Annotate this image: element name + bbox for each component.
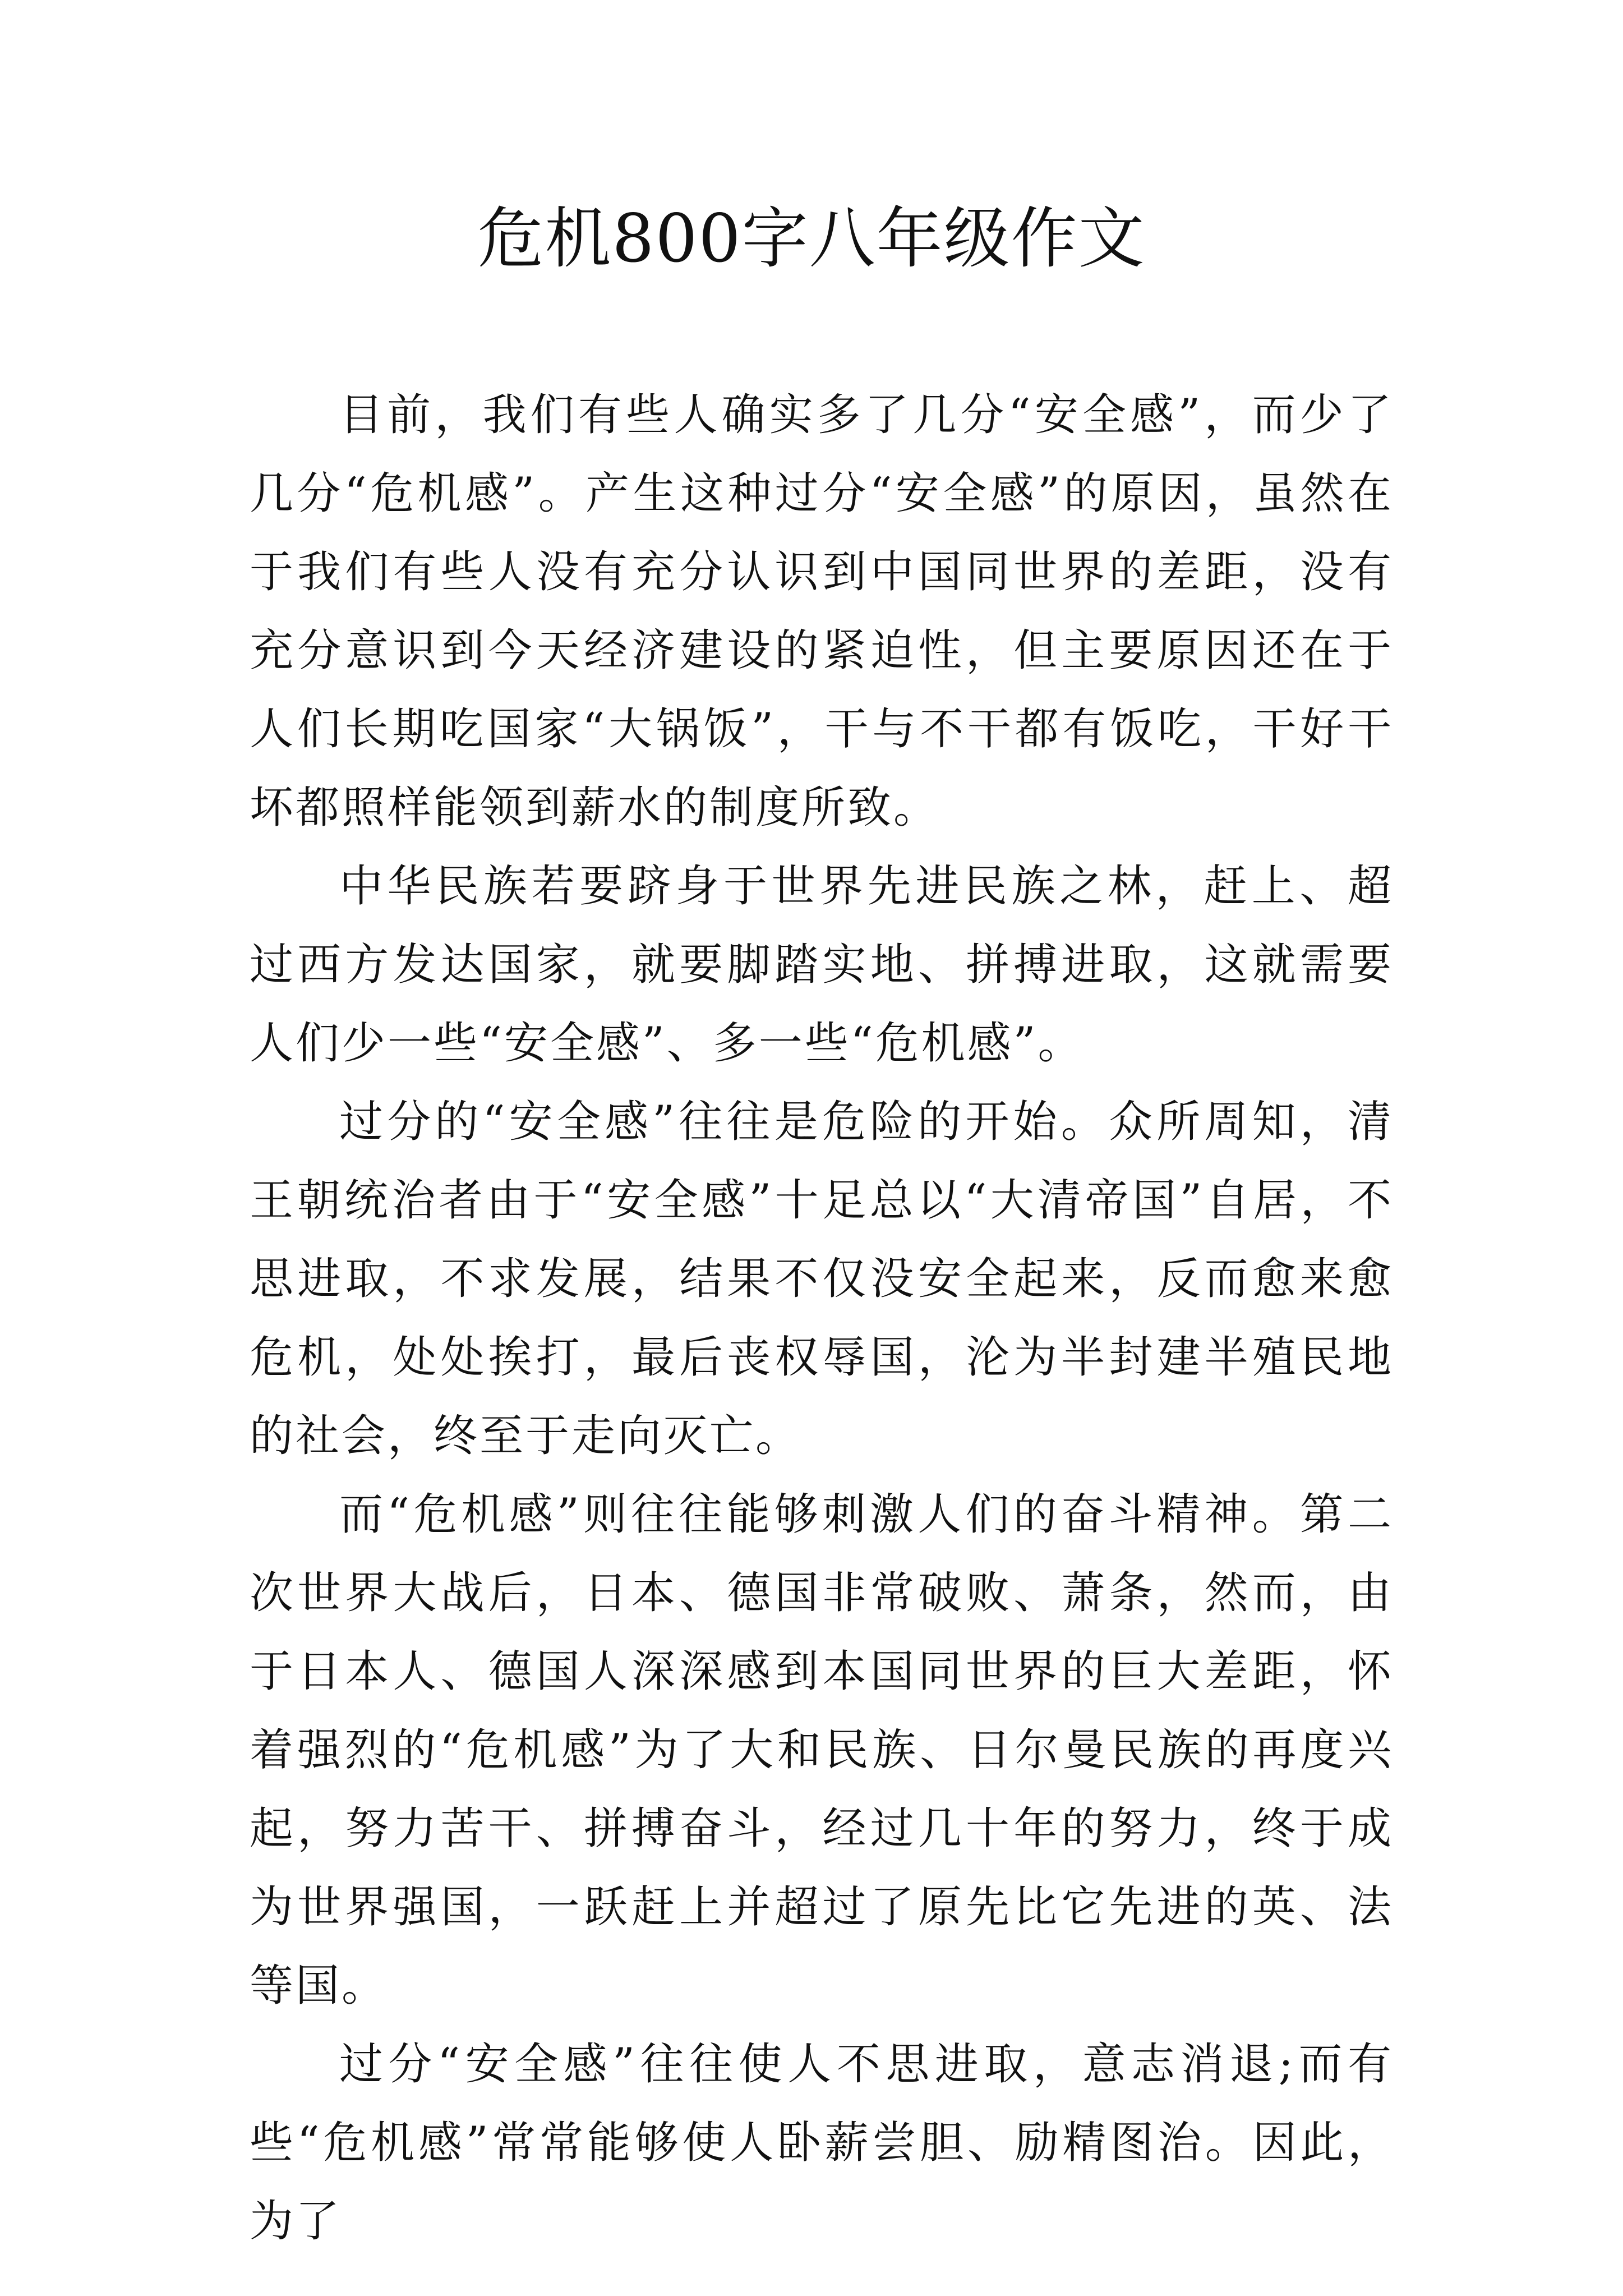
paragraph: 而“危机感”则往往能够刺激人们的奋斗精神。第二次世界大战后，日本、德国非常破败、萧条，然而，由于日本人、德国人深深感到本国同世界的巨大差距，怀着强烈的“危机感”为了大和民族、日尔曼民族的再度兴起，努力苦干、拼搏奋斗，经过几十年的努力，终于成为世界强国，一跃赶上并超过了原先比它先进的英、法等国。: [250, 1489, 1394, 2011]
document-body: [250, 376, 1394, 2261]
document-title: 危机800字八年级作文: [477, 200, 1146, 277]
paragraph: 中华民族若要跻身于世界先进民族之林，赶上、超过西方发达国家，就要脚踏实地、拼搏进取，这就需要人们少一些“安全感”、多一些“危机感”。: [250, 861, 1394, 1069]
paragraph: 目前，我们有些人确实多了几分“安全感”，而少了几分“危机感”。产生这种过分“安全感”的原因，虽然在于我们有些人没有充分认识到中国同世界的差距，没有充分意识到今天经济建设的紧迫性，但主要原因还在于人们长期吃国家“大锅饭”，干与不干都有饭吃，干好干坏都照样能领到薪水的制度所致。: [250, 390, 1394, 833]
paragraph: 过分“安全感”往往使人不思进取，意志消退;而有些“危机感”常常能够使人卧薪尝胆、励精图治。因此，为了: [250, 2039, 1394, 2247]
paragraph: 过分的“安全感”往往是危险的开始。众所周知，清王朝统治者由于“安全感”十足总以“大清帝国”自居，不思进取，不求发展，结果不仅没安全起来，反而愈来愈危机，处处挨打，最后丧权辱国，沦为半封建半殖民地的社会，终至于走向灭亡。: [250, 1097, 1394, 1461]
